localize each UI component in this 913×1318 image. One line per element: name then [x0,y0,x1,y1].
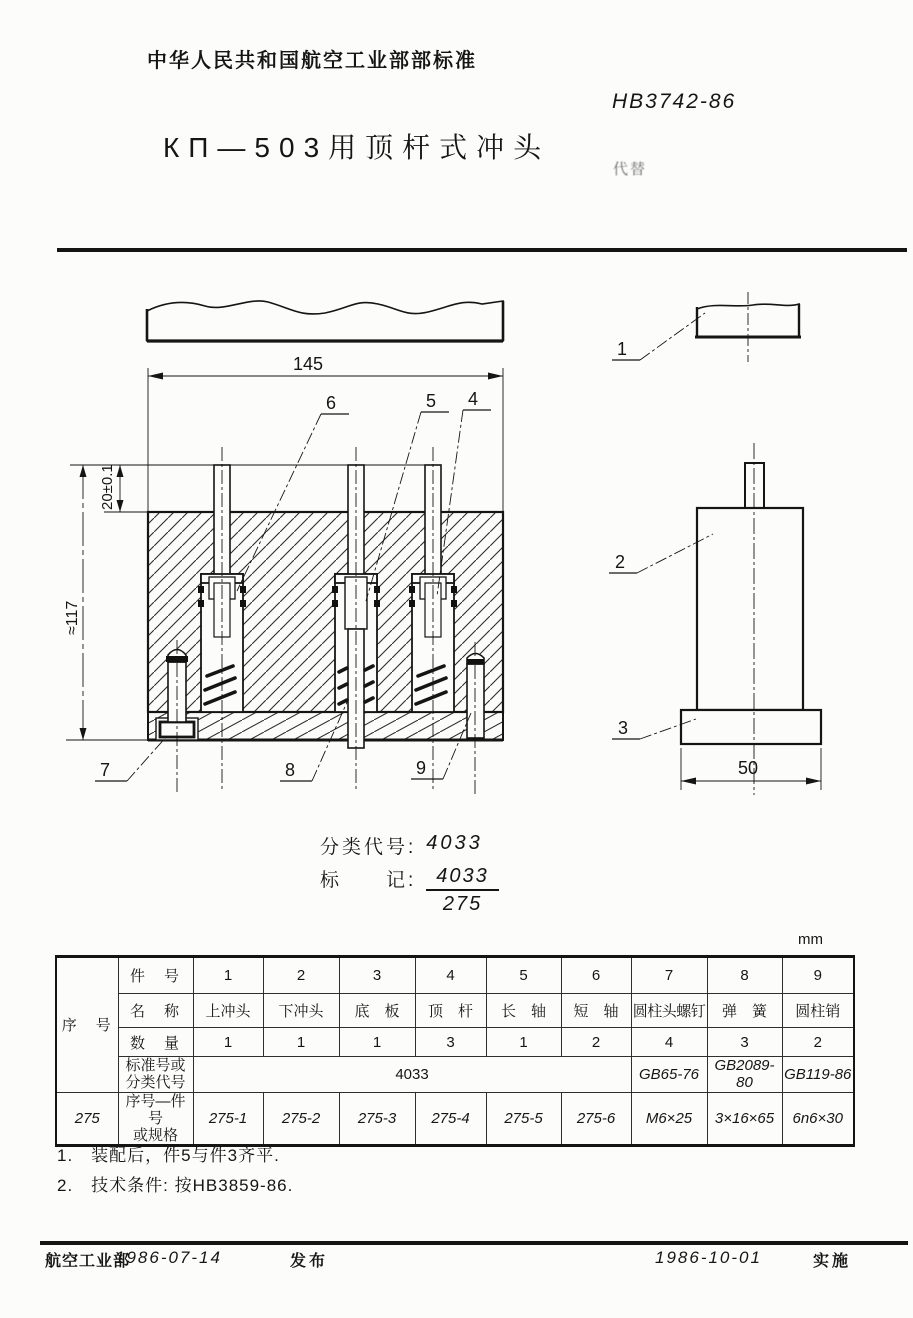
qty-cell: 3 [707,1028,782,1057]
standard-cell: GB119-86 [782,1057,854,1093]
part-name-cell: 圆柱销 [782,994,854,1028]
spec-cell: 275-2 [263,1092,339,1146]
unit-label: mm [798,931,823,948]
svg-text:20±0.1: 20±0.1 [99,464,116,510]
part-name-cell: 底 板 [339,994,415,1028]
spec-cell: 6n6×30 [782,1092,854,1146]
footer-rule [40,1241,908,1245]
part-number-cell: 7 [631,957,707,994]
svg-text:9: 9 [416,758,427,778]
part-number-cell: 3 [339,957,415,994]
part-number-cell: 8 [707,957,782,994]
svg-text:7: 7 [100,760,111,780]
svg-text:2: 2 [615,552,626,572]
table-row-standards [56,1057,854,1093]
qty-cell: 3 [415,1028,486,1057]
spec-cell: 275-3 [339,1092,415,1146]
page-title: КП—503用顶杆式冲头 [163,132,551,163]
standard-header: 标准号或 分类代号 [118,1057,193,1093]
svg-text:5: 5 [426,391,437,411]
part-name-cell: 短 轴 [561,994,631,1028]
spec-cell: 275-1 [193,1092,263,1146]
part-number-cell: 9 [782,957,854,994]
spec-cell: 275-5 [486,1092,561,1146]
issue-label: 发布 [290,1253,329,1270]
svg-text:50: 50 [737,758,759,778]
standard-shared-cell: 4033 [193,1057,631,1093]
upper-plate-section-view [147,301,503,341]
part-2-3-view [609,443,821,795]
qty-cell: 1 [263,1028,339,1057]
pin-part-9 [467,654,484,739]
issuing-body: 航空工业部 [45,1253,131,1270]
svg-text:3: 3 [618,718,629,738]
class-code-label: 分类代号: [320,837,417,858]
serial-header: 序 号 [56,957,118,1093]
svg-text:6: 6 [326,393,337,413]
spec-cell: 275-6 [561,1092,631,1146]
part-1-view [612,292,801,362]
note-1: 1. 装配后，件5与件3齐平. [57,1146,280,1165]
table-row-quantities [56,1028,854,1057]
technical-drawing [0,240,913,820]
replaces-label: 代替 [613,161,648,178]
part-no-header: 件 号 [118,957,193,994]
part-name-cell: 长 轴 [486,994,561,1028]
svg-text:≈117: ≈117 [64,600,81,635]
marking-fraction [426,865,499,916]
part-number-cell: 6 [561,957,631,994]
ministry-standard-header: 中华人民共和国航空工业部部标准 [147,50,477,72]
qty-cell: 1 [193,1028,263,1057]
dimension-50 [681,748,821,790]
issue-date: 1986-07-14 [115,1248,222,1267]
table-row-part-numbers [56,957,854,994]
table-row-specs [56,1092,854,1146]
notes-block [57,1141,293,1201]
standard-cell: GB65-76 [631,1057,707,1093]
part-number-cell: 2 [263,957,339,994]
class-code-value: 4033 [426,832,483,854]
spec-cell: 275-4 [415,1092,486,1146]
spec-header: 序号—件号 或规格 [118,1092,193,1146]
dimension-20 [99,464,150,512]
qty-cell: 2 [561,1028,631,1057]
marking-numerator: 4033 [426,865,499,891]
svg-text:4: 4 [468,389,479,409]
effective-label: 实施 [813,1253,852,1270]
standard-cell: GB2089-80 [707,1057,782,1093]
part-name-cell: 顶 杆 [415,994,486,1028]
note-2: 2. 技术条件: 按HB3859-86. [57,1175,294,1195]
svg-text:1: 1 [617,339,628,359]
qty-cell: 1 [339,1028,415,1057]
part-number-cell: 4 [415,957,486,994]
table-row-part-names [56,994,854,1028]
svg-text:145: 145 [292,354,324,374]
parts-table [55,955,855,1147]
part-name-cell: 圆柱头螺钉 [631,994,707,1028]
part-name-cell: 上冲头 [193,994,263,1028]
dimension-145 [148,354,503,512]
marking-denominator: 275 [442,893,483,915]
main-assembly-section-view [64,389,503,795]
classification-block [320,832,499,922]
standard-number: HB3742-86 [612,90,737,113]
qty-cell: 4 [631,1028,707,1057]
qty-cell: 1 [486,1028,561,1057]
part-name-cell: 下冲头 [263,994,339,1028]
name-header: 名 称 [118,994,193,1028]
qty-header: 数 量 [118,1028,193,1057]
qty-cell: 2 [782,1028,854,1057]
part-number-cell: 1 [193,957,263,994]
part-number-cell: 5 [486,957,561,994]
marking-label: 标 记: [320,870,417,891]
part-name-cell: 弹 簧 [707,994,782,1028]
effective-date: 1986-10-01 [655,1248,762,1267]
serial-value-cell: 275 [56,1092,118,1146]
spec-cell: 3×16×65 [707,1092,782,1146]
spec-cell: M6×25 [631,1092,707,1146]
svg-text:8: 8 [285,760,296,780]
